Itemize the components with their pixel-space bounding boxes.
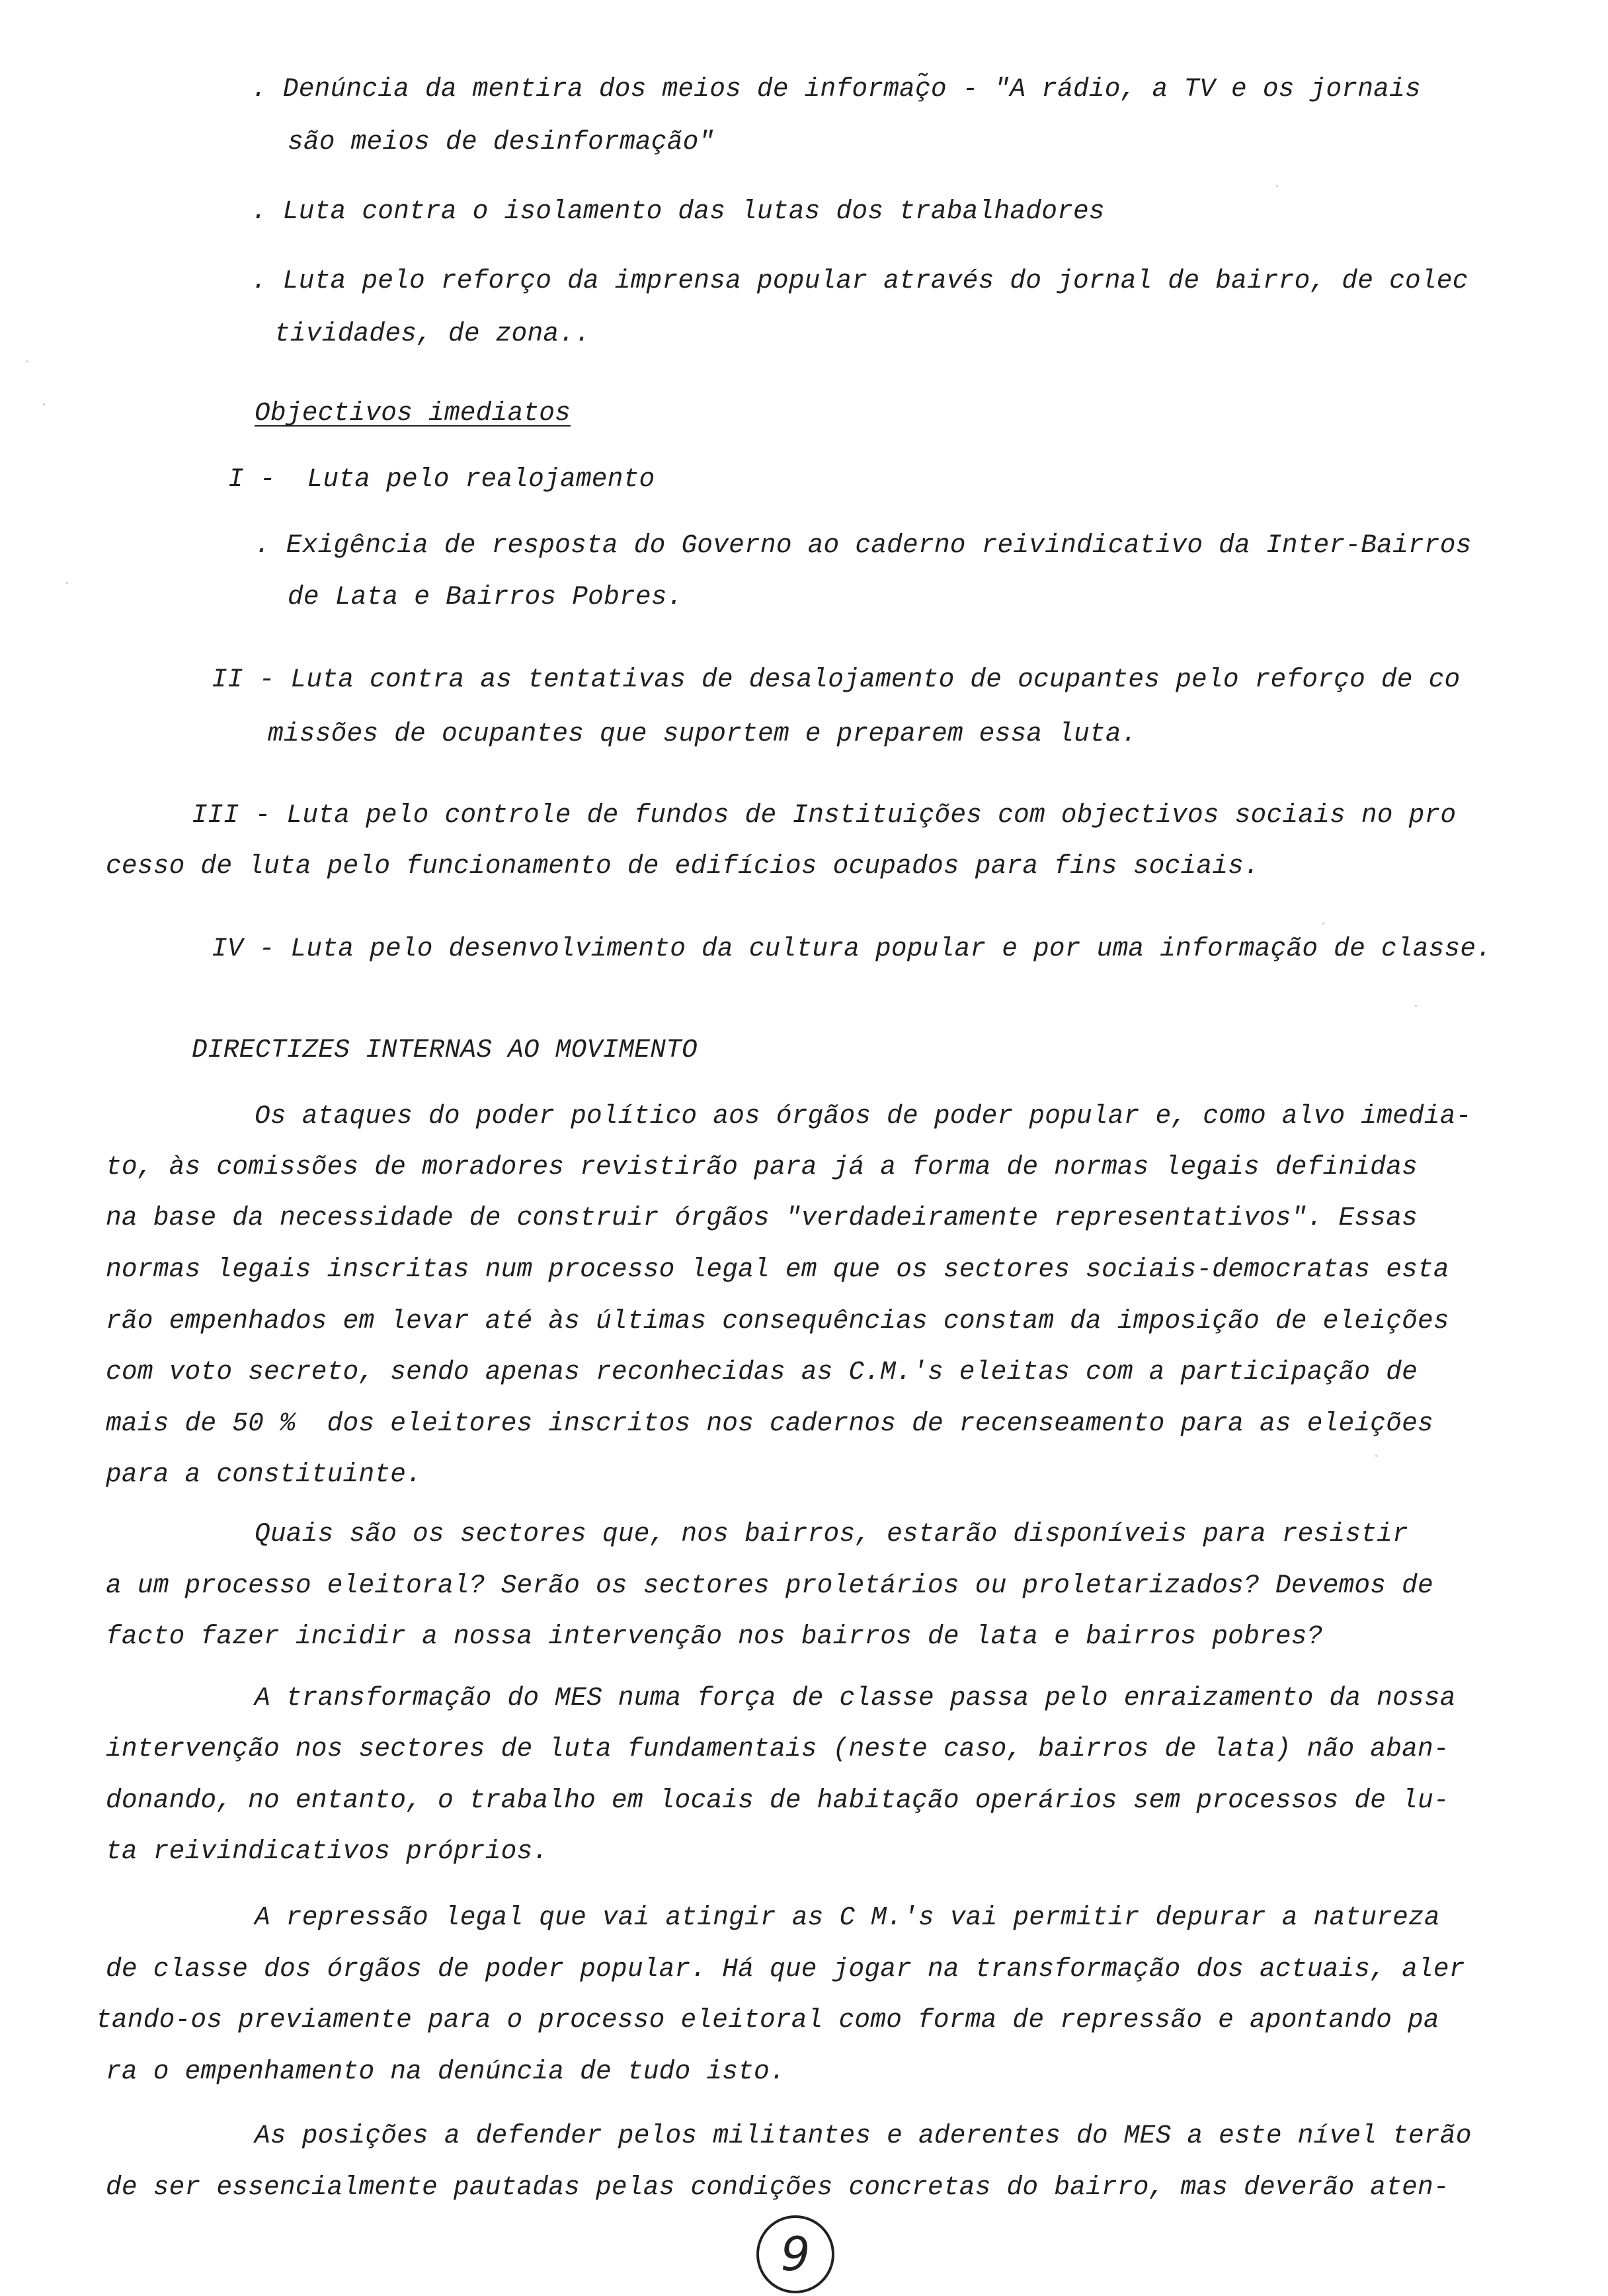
bullet-3-line-1: . Luta pelo reforço da imprensa popular através do jornal de bairro, de colec <box>251 266 1468 296</box>
paragraph-1-line-6: com voto secreto, sendo apenas reconhecidas as C.M.'s eleitas com a participação de <box>106 1357 1418 1387</box>
scan-speck <box>1415 1005 1417 1007</box>
bullet-1-line-1: . Denúncia da mentira dos meios de informaç̃o - "A rádio, a TV e os jornais <box>251 74 1421 104</box>
paragraph-3-line-4: ta reivindicativos próprios. <box>106 1836 549 1866</box>
section-heading: Objectivos imediatos <box>255 398 571 428</box>
page-number: 9 <box>756 2215 834 2293</box>
paragraph-5-line-1: As posições a defender pelos militantes e aderentes do MES a este nível terão <box>255 2121 1472 2151</box>
objective-4: IV - Luta pelo desenvolvimento da cultura popular e por uma informação de classe. <box>212 934 1492 964</box>
objective-1-bullet-line-1: . Exigência de resposta do Governo ao caderno reivindicativo da Inter-Bairros <box>255 530 1472 560</box>
scan-speck <box>1276 185 1278 187</box>
paragraph-1-line-8: para a constituinte. <box>106 1459 422 1489</box>
scan-speck <box>1322 922 1324 924</box>
paragraph-4-line-3: tando-os previamente para o processo eleitoral como forma de repressão e apontando pa <box>96 2005 1439 2035</box>
objective-2-line-1: II - Luta contra as tentativas de desalojamento de ocupantes pelo reforço de co <box>212 665 1461 694</box>
section-title-directizes: DIRECTIZES INTERNAS AO MOVIMENTO <box>192 1035 698 1065</box>
paragraph-2-line-2: a um processo eleitoral? Serão os sectores proletários ou proletarizados? Devemos de <box>106 1571 1433 1600</box>
bullet-2: . Luta contra o isolamento das lutas dos trabalhadores <box>251 196 1105 226</box>
scan-speck <box>43 403 45 405</box>
objective-3-line-1: III - Luta pelo controle de fundos de Instituições com objectivos sociais no pro <box>192 800 1457 830</box>
objective-1: I - Luta pelo realojamento <box>228 464 655 494</box>
scan-speck <box>26 360 28 362</box>
objective-2-line-2: missões de ocupantes que suportem e preparem essa luta. <box>268 719 1137 749</box>
paragraph-1-line-5: rão empenhados em levar até às últimas consequências constam da imposição de eleições <box>106 1306 1449 1336</box>
paragraph-4-line-4: ra o empenhamento na denúncia de tudo isto. <box>106 2057 785 2086</box>
paragraph-4-line-1: A repressão legal que vai atingir as C M.'s vai permitir depurar a natureza <box>255 1903 1440 1932</box>
scan-speck <box>1375 1455 1377 1457</box>
paragraph-3-line-3: donando, no entanto, o trabalho em locais de habitação operários sem processos de lu- <box>106 1785 1449 1815</box>
paragraph-5-line-2: de ser essencialmente pautadas pelas condições concretas do bairro, mas deverão aten- <box>106 2172 1449 2202</box>
paragraph-2-line-3: facto fazer incidir a nossa intervenção nos bairros de lata e bairros pobres? <box>106 1621 1323 1651</box>
bullet-1-line-2: são meios de desinformação" <box>288 127 715 157</box>
paragraph-1-line-3: na base da necessidade de construir órgãos "verdadeiramente representativos". Essas <box>106 1203 1418 1233</box>
objective-1-bullet-line-2: de Lata e Bairros Pobres. <box>288 582 683 612</box>
paragraph-1-line-2: to, às comissões de moradores revistirão para já a forma de normas legais definidas <box>106 1152 1418 1182</box>
paragraph-1-line-1: Os ataques do poder político aos órgãos de poder popular e, como alvo imedia- <box>255 1101 1472 1131</box>
paragraph-3-line-1: A transformação do MES numa força de classe passa pelo enraizamento da nossa <box>255 1683 1456 1713</box>
paragraph-1-line-7: mais de 50 % dos eleitores inscritos nos cadernos de recenseamento para as eleições <box>106 1409 1433 1438</box>
objective-3-line-2: cesso de luta pelo funcionamento de edifícios ocupados para fins sociais. <box>106 851 1260 881</box>
bullet-3-line-2: tividades, de zona.. <box>274 319 591 348</box>
paragraph-3-line-2: intervenção nos sectores de luta fundamentais (neste caso, bairros de lata) não aban- <box>106 1734 1449 1764</box>
paragraph-1-line-4: normas legais inscritas num processo legal em que os sectores sociais-democratas esta <box>106 1254 1449 1284</box>
paragraph-2-line-1: Quais são os sectores que, nos bairros, estarão disponíveis para resistir <box>255 1519 1408 1549</box>
scan-speck <box>66 582 68 584</box>
paragraph-4-line-2: de classe dos órgãos de poder popular. Há que jogar na transformação dos actuais, aler <box>106 1954 1465 1984</box>
